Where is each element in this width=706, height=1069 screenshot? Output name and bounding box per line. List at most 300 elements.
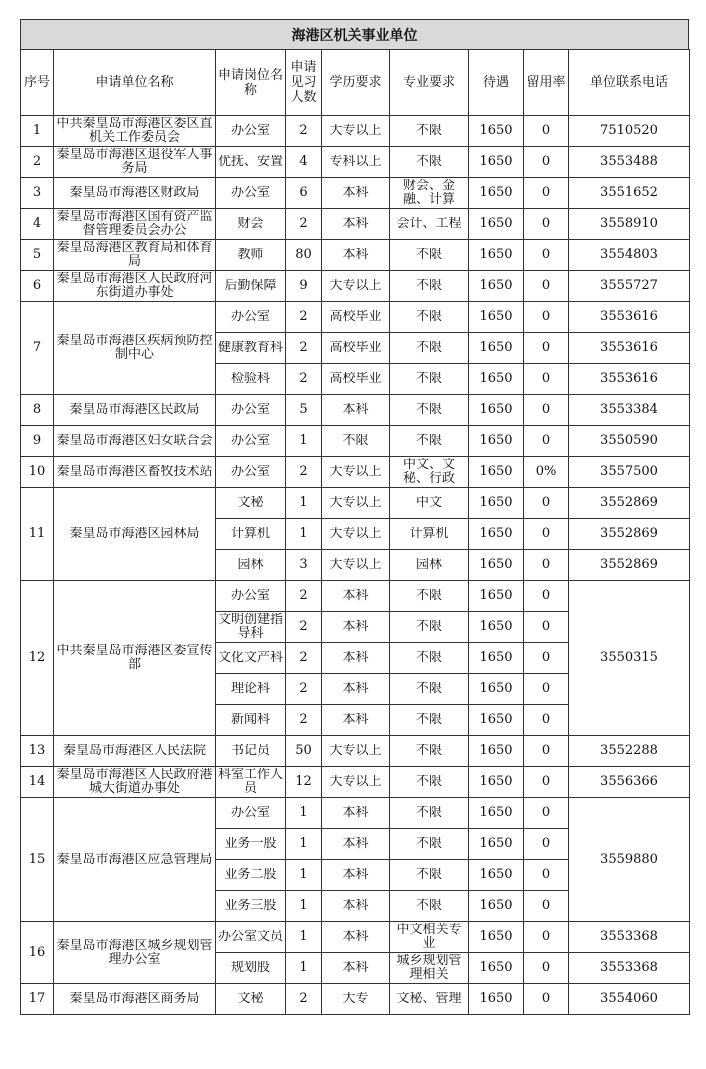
cell-pay-text: 1650 <box>479 372 513 386</box>
cell-pay-text: 1650 <box>479 310 513 324</box>
cell-post <box>216 581 286 612</box>
cell-rate-text: 0 <box>541 434 551 448</box>
cell-unit <box>54 147 216 178</box>
cell-rate-text: 0 <box>541 124 551 138</box>
cell-phone-text: 3553384 <box>600 403 658 417</box>
cell-rate-text: 0 <box>541 372 551 386</box>
cell-edu-text: 大专以上 <box>329 775 382 789</box>
cell-edu-text: 大专以上 <box>329 279 382 293</box>
cell-pay <box>469 116 524 147</box>
cell-edu-text: 大专以上 <box>329 527 382 541</box>
cell-phone <box>569 798 690 922</box>
cell-pay <box>469 240 524 271</box>
cell-pay <box>469 829 524 860</box>
cell-edu-text: 本科 <box>342 806 369 820</box>
cell-num-text: 6 <box>299 186 308 200</box>
cell-rate <box>524 426 569 457</box>
cell-major-text: 不限 <box>415 589 442 603</box>
cell-phone-text: 3552288 <box>600 744 658 758</box>
cell-unit-text: 秦皇岛市海港区人民政府港城大街道办事处 <box>56 768 213 796</box>
cell-unit <box>54 178 216 209</box>
cell-phone <box>569 984 690 1015</box>
cell-major-text: 不限 <box>415 124 442 138</box>
cell-post <box>216 302 286 333</box>
cell-unit <box>54 395 216 426</box>
cell-major-text: 不限 <box>415 155 442 169</box>
cell-pay <box>469 178 524 209</box>
cell-num-text: 80 <box>295 248 312 262</box>
cell-pay-text: 1650 <box>479 589 513 603</box>
cell-unit-text: 秦皇岛市海港区国有资产监督管理委员会办公 <box>56 210 213 238</box>
cell-rate <box>524 922 569 953</box>
cell-post <box>216 426 286 457</box>
cell-edu-text: 大专以上 <box>329 744 382 758</box>
cell-num <box>286 922 322 953</box>
cell-no <box>21 767 54 798</box>
cell-unit-text: 秦皇岛市海港区人民政府河东街道办事处 <box>56 272 213 300</box>
cell-phone-text: 3553368 <box>600 961 658 975</box>
cell-major-text: 不限 <box>415 620 442 634</box>
cell-edu <box>322 767 390 798</box>
cell-rate-text: 0 <box>541 837 551 851</box>
cell-pay <box>469 705 524 736</box>
cell-rate-text: 0 <box>541 496 551 510</box>
cell-post-text: 检验科 <box>230 372 270 386</box>
cell-num <box>286 767 322 798</box>
cell-post-text: 办公室 <box>230 589 270 603</box>
cell-post-text: 办公室 <box>230 310 270 324</box>
cell-post <box>216 364 286 395</box>
cell-num-text: 2 <box>299 682 308 696</box>
cell-no-text: 10 <box>28 465 46 479</box>
cell-phone <box>569 333 690 364</box>
table-row <box>21 457 690 488</box>
cell-num-text: 12 <box>295 775 312 789</box>
cell-major <box>390 240 469 271</box>
cell-num <box>286 147 322 178</box>
cell-phone <box>569 209 690 240</box>
cell-edu-text: 本科 <box>342 961 369 975</box>
cell-post <box>216 457 286 488</box>
cell-num <box>286 209 322 240</box>
cell-major <box>390 302 469 333</box>
cell-major-text: 中文、文秘、行政 <box>402 458 455 486</box>
cell-rate <box>524 147 569 178</box>
cell-unit <box>54 922 216 984</box>
cell-post-text: 文化文产科 <box>218 651 283 665</box>
cell-pay <box>469 302 524 333</box>
cell-major-text: 文秘、管理 <box>396 992 462 1006</box>
cell-pay <box>469 271 524 302</box>
cell-pay <box>469 767 524 798</box>
cell-num <box>286 240 322 271</box>
cell-num <box>286 984 322 1015</box>
cell-phone-text: 3553616 <box>600 372 658 386</box>
cell-major <box>390 984 469 1015</box>
cell-post <box>216 178 286 209</box>
cell-rate <box>524 488 569 519</box>
cell-post <box>216 860 286 891</box>
cell-pay <box>469 581 524 612</box>
cell-pay-text: 1650 <box>479 961 513 975</box>
cell-unit-text: 秦皇岛市海港区疾病预防控制中心 <box>56 334 213 362</box>
cell-num <box>286 612 322 643</box>
header-pay: 待遇 <box>469 50 524 116</box>
cell-post <box>216 271 286 302</box>
cell-edu <box>322 798 390 829</box>
cell-phone <box>569 767 690 798</box>
cell-pay <box>469 395 524 426</box>
cell-rate <box>524 302 569 333</box>
cell-unit-text: 秦皇岛市海港区畜牧技术站 <box>56 465 213 479</box>
cell-edu-text: 本科 <box>342 620 369 634</box>
cell-edu-text: 本科 <box>342 248 369 262</box>
cell-edu-text: 本科 <box>342 589 369 603</box>
cell-num <box>286 271 322 302</box>
cell-no <box>21 736 54 767</box>
cell-post-text: 园林 <box>237 558 264 572</box>
cell-num-text: 1 <box>299 434 308 448</box>
cell-unit-text: 中共秦皇岛市海港区委区直机关工作委员会 <box>56 117 213 145</box>
cell-major <box>390 674 469 705</box>
cell-unit-text: 秦皇岛市海港区妇女联合会 <box>56 434 213 448</box>
table-row <box>21 736 690 767</box>
cell-rate <box>524 209 569 240</box>
cell-unit <box>54 426 216 457</box>
cell-phone-text: 3554060 <box>600 992 658 1006</box>
cell-no <box>21 457 54 488</box>
cell-pay <box>469 147 524 178</box>
cell-num <box>286 860 322 891</box>
cell-pay-text: 1650 <box>479 403 513 417</box>
cell-num <box>286 426 322 457</box>
cell-num <box>286 395 322 426</box>
cell-major <box>390 457 469 488</box>
table-row <box>21 426 690 457</box>
cell-post <box>216 798 286 829</box>
cell-no-text: 4 <box>32 217 42 231</box>
cell-num-text: 1 <box>299 806 308 820</box>
cell-post <box>216 209 286 240</box>
cell-rate-text: 0 <box>541 589 551 603</box>
cell-num-text: 2 <box>299 620 308 634</box>
cell-rate <box>524 612 569 643</box>
table-row <box>21 147 690 178</box>
cell-num <box>286 519 322 550</box>
cell-major-text: 城乡规划管理相关 <box>396 954 462 982</box>
cell-edu <box>322 271 390 302</box>
cell-pay-text: 1650 <box>479 682 513 696</box>
cell-edu <box>322 147 390 178</box>
cell-rate-text: 0 <box>541 527 551 541</box>
cell-phone-text: 3551652 <box>600 186 658 200</box>
cell-num-text: 2 <box>299 310 308 324</box>
cell-edu <box>322 860 390 891</box>
cell-unit-text: 秦皇岛市海港区人民法院 <box>62 744 206 758</box>
header-no: 序号 <box>21 50 54 116</box>
cell-no-text: 3 <box>32 186 42 200</box>
cell-major <box>390 333 469 364</box>
cell-rate-text: 0 <box>541 403 551 417</box>
cell-num-text: 1 <box>299 868 308 882</box>
cell-major <box>390 705 469 736</box>
cell-post-text: 办公室 <box>230 465 270 479</box>
cell-num <box>286 891 322 922</box>
cell-edu <box>322 581 390 612</box>
cell-num-text: 2 <box>299 465 308 479</box>
cell-pay-text: 1650 <box>479 713 513 727</box>
cell-num-text: 2 <box>299 992 308 1006</box>
cell-unit-text: 秦皇岛市海港区财政局 <box>69 186 200 200</box>
cell-unit <box>54 209 216 240</box>
cell-phone <box>569 271 690 302</box>
cell-post <box>216 550 286 581</box>
cell-edu <box>322 922 390 953</box>
cell-rate-text: 0 <box>541 744 551 758</box>
cell-post-text: 理论科 <box>230 682 270 696</box>
cell-unit <box>54 488 216 581</box>
cell-rate-text: 0 <box>541 310 551 324</box>
cell-phone <box>569 488 690 519</box>
cell-pay-text: 1650 <box>479 279 513 293</box>
cell-major <box>390 116 469 147</box>
table-row <box>21 302 690 333</box>
cell-edu-text: 本科 <box>342 930 369 944</box>
cell-rate <box>524 395 569 426</box>
cell-unit <box>54 302 216 395</box>
cell-major <box>390 178 469 209</box>
cell-major-text: 不限 <box>415 341 442 355</box>
cell-num-text: 1 <box>299 837 308 851</box>
table-row <box>21 240 690 271</box>
cell-unit <box>54 240 216 271</box>
cell-post-text: 计算机 <box>230 527 270 541</box>
cell-no <box>21 426 54 457</box>
table-row <box>21 984 690 1015</box>
table-row <box>21 798 690 829</box>
cell-edu-text: 高校毕业 <box>329 310 382 324</box>
cell-pay-text: 1650 <box>479 124 513 138</box>
cell-no <box>21 271 54 302</box>
cell-phone-text: 3553616 <box>600 310 658 324</box>
cell-num-text: 1 <box>299 496 308 510</box>
cell-major <box>390 612 469 643</box>
cell-major <box>390 767 469 798</box>
cell-pay-text: 1650 <box>479 434 513 448</box>
cell-phone-text: 3552869 <box>600 558 658 572</box>
cell-post <box>216 891 286 922</box>
cell-no <box>21 178 54 209</box>
cell-num-text: 2 <box>299 217 308 231</box>
cell-pay-text: 1650 <box>479 837 513 851</box>
cell-major-text: 不限 <box>415 248 442 262</box>
cell-post-text: 财会 <box>237 217 264 231</box>
cell-num-text: 2 <box>299 713 308 727</box>
cell-phone-text: 3553368 <box>600 930 658 944</box>
cell-edu <box>322 953 390 984</box>
cell-phone-text: 3553616 <box>600 341 658 355</box>
cell-unit <box>54 116 216 147</box>
cell-num <box>286 364 322 395</box>
cell-unit <box>54 271 216 302</box>
cell-no <box>21 395 54 426</box>
cell-num-text: 1 <box>299 527 308 541</box>
cell-major <box>390 395 469 426</box>
recruitment-table <box>20 49 690 1015</box>
cell-post-text: 业务一股 <box>224 837 277 851</box>
cell-no <box>21 984 54 1015</box>
cell-post <box>216 922 286 953</box>
cell-no-text: 6 <box>32 279 42 293</box>
cell-pay-text: 1650 <box>479 558 513 572</box>
cell-num <box>286 581 322 612</box>
cell-edu-text: 大专以上 <box>329 496 382 510</box>
cell-no <box>21 488 54 581</box>
cell-pay <box>469 953 524 984</box>
cell-rate-text: 0 <box>541 651 551 665</box>
cell-edu-text: 高校毕业 <box>329 372 382 386</box>
cell-phone-text: 3554803 <box>600 248 658 262</box>
cell-edu-text: 大专 <box>342 992 369 1006</box>
cell-major-text: 不限 <box>415 434 442 448</box>
cell-phone <box>569 581 690 736</box>
cell-edu-text: 大专以上 <box>329 558 382 572</box>
cell-rate-text: 0 <box>541 217 551 231</box>
cell-major <box>390 426 469 457</box>
table-row <box>21 209 690 240</box>
cell-edu <box>322 705 390 736</box>
cell-unit <box>54 457 216 488</box>
cell-no <box>21 147 54 178</box>
cell-phone-text: 3557500 <box>600 465 658 479</box>
cell-num <box>286 333 322 364</box>
cell-rate <box>524 364 569 395</box>
cell-edu <box>322 178 390 209</box>
cell-phone <box>569 953 690 984</box>
cell-rate-text: 0 <box>541 899 551 913</box>
cell-post <box>216 705 286 736</box>
cell-num-text: 1 <box>299 899 308 913</box>
cell-no-text: 17 <box>28 992 46 1006</box>
cell-rate-text: 0 <box>541 961 551 975</box>
table-row <box>21 488 690 519</box>
cell-rate <box>524 240 569 271</box>
cell-no-text: 8 <box>32 403 42 417</box>
header-row <box>21 50 690 116</box>
cell-pay <box>469 798 524 829</box>
cell-rate-text: 0 <box>541 992 551 1006</box>
cell-num <box>286 302 322 333</box>
cell-num <box>286 736 322 767</box>
header-post: 申请岗位名称 <box>216 50 286 116</box>
cell-pay-text: 1650 <box>479 899 513 913</box>
cell-rate-text: 0 <box>541 155 551 169</box>
cell-num <box>286 798 322 829</box>
cell-num <box>286 705 322 736</box>
cell-edu <box>322 457 390 488</box>
cell-num-text: 1 <box>299 961 308 975</box>
cell-edu <box>322 643 390 674</box>
cell-no-text: 1 <box>32 124 42 138</box>
cell-no-text: 12 <box>28 651 46 665</box>
cell-rate <box>524 953 569 984</box>
cell-pay <box>469 860 524 891</box>
cell-edu-text: 大专以上 <box>329 465 382 479</box>
cell-pay <box>469 736 524 767</box>
document-page <box>20 19 689 1015</box>
cell-pay <box>469 922 524 953</box>
cell-pay <box>469 612 524 643</box>
cell-major <box>390 519 469 550</box>
cell-post-text: 优抚、安置 <box>218 155 283 169</box>
cell-rate-text: 0 <box>541 186 551 200</box>
cell-major <box>390 488 469 519</box>
cell-major <box>390 147 469 178</box>
table-row <box>21 271 690 302</box>
cell-post <box>216 147 286 178</box>
cell-rate <box>524 178 569 209</box>
cell-no-text: 9 <box>32 434 42 448</box>
cell-major-text: 不限 <box>415 651 442 665</box>
cell-edu <box>322 674 390 705</box>
cell-edu-text: 本科 <box>342 899 369 913</box>
cell-major-text: 园林 <box>415 558 442 572</box>
cell-major-text: 不限 <box>415 806 442 820</box>
table-body <box>21 116 690 1015</box>
cell-major <box>390 891 469 922</box>
cell-major-text: 不限 <box>415 682 442 696</box>
cell-edu <box>322 519 390 550</box>
cell-no-text: 2 <box>32 155 42 169</box>
cell-num-text: 5 <box>299 403 308 417</box>
cell-edu-text: 本科 <box>342 403 369 417</box>
cell-edu-text: 本科 <box>342 868 369 882</box>
cell-edu <box>322 891 390 922</box>
cell-rate-text: 0 <box>541 806 551 820</box>
cell-phone <box>569 364 690 395</box>
cell-pay-text: 1650 <box>479 341 513 355</box>
cell-rate <box>524 116 569 147</box>
cell-pay-text: 1650 <box>479 527 513 541</box>
cell-post <box>216 736 286 767</box>
cell-phone-text: 7510520 <box>600 124 658 138</box>
cell-pay <box>469 333 524 364</box>
cell-major-text: 不限 <box>415 310 442 324</box>
cell-no-text: 7 <box>32 341 42 355</box>
cell-post-text: 办公室 <box>230 806 270 820</box>
cell-edu-text: 本科 <box>342 682 369 696</box>
cell-edu-text: 本科 <box>342 186 369 200</box>
cell-rate-text: 0 <box>541 341 551 355</box>
cell-post <box>216 984 286 1015</box>
cell-unit <box>54 767 216 798</box>
header-major: 专业要求 <box>390 50 469 116</box>
cell-edu-text: 不限 <box>342 434 369 448</box>
cell-pay <box>469 426 524 457</box>
cell-num-text: 2 <box>299 372 308 386</box>
cell-rate-text: 0 <box>541 279 551 293</box>
cell-rate-text: 0 <box>541 682 551 696</box>
cell-post <box>216 240 286 271</box>
cell-rate <box>524 829 569 860</box>
cell-phone <box>569 116 690 147</box>
cell-edu <box>322 550 390 581</box>
cell-edu <box>322 302 390 333</box>
cell-major <box>390 953 469 984</box>
cell-post-text: 办公室 <box>230 186 270 200</box>
cell-major-text: 会计、工程 <box>396 217 462 231</box>
cell-phone-text: 3552869 <box>600 496 658 510</box>
